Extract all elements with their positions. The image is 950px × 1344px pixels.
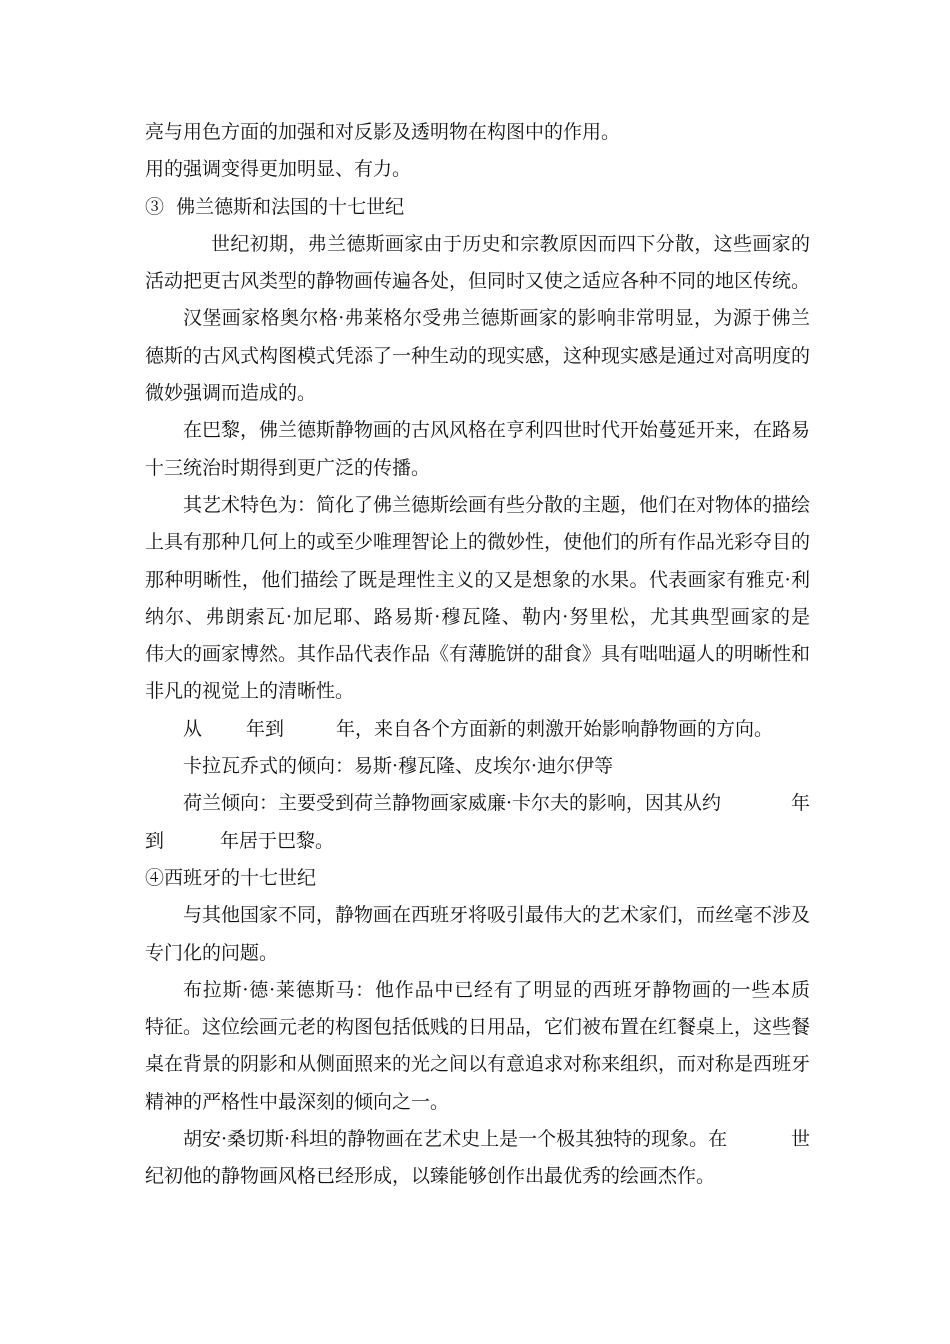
paragraph-line: 特征。这位绘画元老的构图包括低贱的日用品，它们被布置在红餐桌上，这些餐 xyxy=(145,1016,810,1039)
paragraph-line: 非凡的视觉上的清晰性。 xyxy=(145,680,355,703)
paragraph-line: 汉堡画家格奥尔格·弗莱格尔受弗兰德斯画家的影响非常明显，为源于佛兰 xyxy=(183,307,810,330)
paragraph-line: 精神的严格性中最深刻的倾向之一。 xyxy=(145,1090,450,1113)
paragraph-line: 微妙强调而造成的。 xyxy=(145,382,317,405)
paragraph-line: 德斯的古风式构图模式凭添了一种生动的现实感，这种现实感是通过对高明度的 xyxy=(145,344,810,367)
text-fragment: 到 xyxy=(145,829,165,852)
paragraph-line: 布拉斯·德·莱德斯马：他作品中已经有了明显的西班牙静物画的一些本质 xyxy=(183,978,810,1001)
paragraph-line xyxy=(145,785,810,822)
paragraph-line xyxy=(145,823,810,860)
section-heading: ④西班牙的十七世纪 xyxy=(145,866,317,889)
section-heading: ③ 佛兰德斯和法国的十七世纪 xyxy=(145,195,405,218)
text-fragment: 年到 xyxy=(246,717,285,740)
paragraph-line: 活动把更古风类型的静物画传遍各处，但同时又使之适应各种不同的地区传统。 xyxy=(145,270,810,293)
paragraph-line: 那种明晰性，他们描绘了既是理性主义的又是想象的水果。代表画家有雅克·利 xyxy=(145,568,810,591)
paragraph-line: 其艺术特色为：简化了佛兰德斯绘画有些分散的主题，他们在对物体的描绘 xyxy=(183,493,810,516)
paragraph-line: 专门化的问题。 xyxy=(145,941,279,964)
paragraph-line xyxy=(145,1121,810,1158)
text-fragment: 从 xyxy=(183,717,203,740)
paragraph-line: 桌在背景的阴影和从侧面照来的光之间以有意追求对称来组织，而对称是西班牙 xyxy=(145,1053,810,1076)
text-fragment: 荷兰倾向：主要受到荷兰静物画家威廉·卡尔夫的影响，因其从约 xyxy=(183,792,722,815)
paragraph-line: 在巴黎，佛兰德斯静物画的古风风格在亨利四世时代开始蔓延开来，在路易 xyxy=(183,419,810,442)
paragraph-line: 纳尔、弗朗索瓦·加尼耶、路易斯·穆瓦隆、勒内·努里松，尤其典型画家的是 xyxy=(145,605,810,628)
text-line: 用的强调变得更加明显、有力。 xyxy=(145,158,412,181)
text-fragment: 年居于巴黎。 xyxy=(220,829,335,852)
paragraph-line: 上具有那种几何上的或至少唯理智论上的微妙性，使他们的所有作品光彩夺目的 xyxy=(145,531,810,554)
paragraph-line: 与其他国家不同，静物画在西班牙将吸引最伟大的艺术家们，而丝毫不涉及 xyxy=(183,904,810,927)
text-fragment: 胡安·桑切斯·科坦的静物画在艺术史上是一个极其独特的现象。在 xyxy=(183,1128,728,1151)
paragraph-line: 世纪初期，弗兰德斯画家由于历史和宗教原因而四下分散，这些画家的 xyxy=(211,232,810,255)
text-fragment: 年 xyxy=(790,792,810,815)
paragraph-line: 卡拉瓦乔式的倾向：易斯·穆瓦隆、皮埃尔·迪尔伊等 xyxy=(183,755,614,778)
paragraph-line: 伟大的画家博然。其作品代表作品《有薄脆饼的甜食》具有咄咄逼人的明晰性和 xyxy=(145,643,810,666)
document-body xyxy=(145,114,810,1196)
text-fragment: 年，来自各个方面新的刺激开始影响静物画的方向。 xyxy=(336,717,774,740)
text-line: 亮与用色方面的加强和对反影及透明物在构图中的作用。 xyxy=(145,121,621,143)
paragraph-line: 纪初他的静物画风格已经形成，以臻能够创作出最优秀的绘画杰作。 xyxy=(145,1165,716,1188)
text-fragment: 世 xyxy=(790,1128,810,1151)
paragraph-line: 十三统治时期得到更广泛的传播。 xyxy=(145,456,431,479)
paragraph-line xyxy=(145,711,810,748)
